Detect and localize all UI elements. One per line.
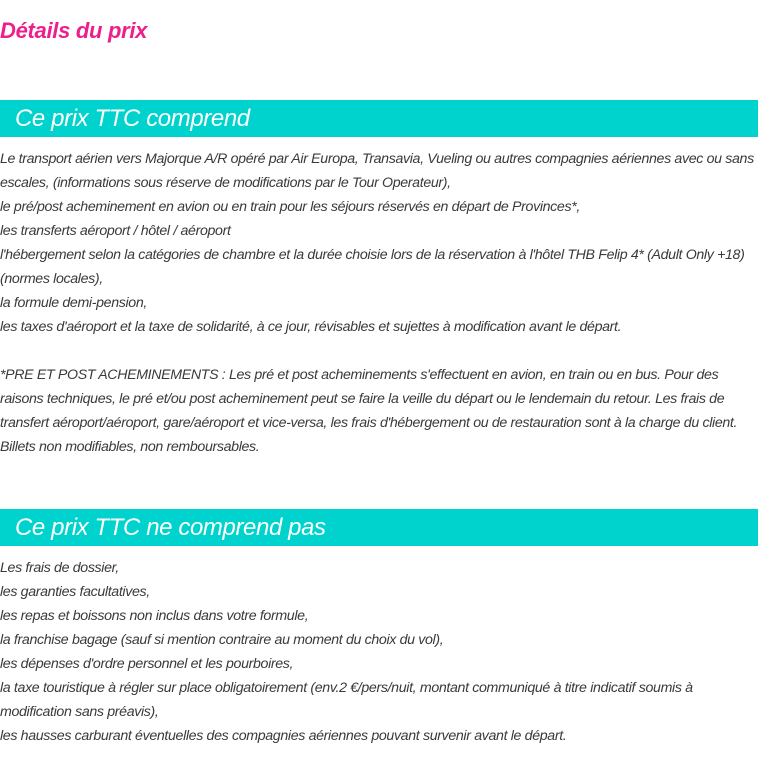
acheminement-note: *PRE ET POST ACHEMINEMENTS : Les pré et post acheminements s'effectuent en avion, en train ou en bus. Pour des raisons techniques, le pré et/ou post acheminement peut se faire la veille du départ ou le lendemain du retour. Les frais de transfert aéroport/aéroport, gare/aéroport et vice-versa, les frais d'hébergement ou de restauration sont à la charge du client. Billets non modifiables, non remboursables. (0, 367, 738, 455)
list-item: les hausses carburant éventuelles des compagnies aériennes pouvant survenir avant le départ. (0, 728, 567, 744)
page-title: Détails du prix (0, 18, 148, 43)
list-item: l'hébergement selon la catégories de chambre et la durée choisie lors de la réservation à l'hôtel THB Felip 4* (Adult Only +18) (normes locales), (0, 247, 745, 287)
list-item: la taxe touristique à régler sur place obligatoirement (env.2 €/pers/nuit, montant communiqué à titre indicatif soumis à modification sans préavis), (0, 680, 693, 720)
excluded-list (0, 556, 756, 748)
list-item: les dépenses d'ordre personnel et les pourboires, (0, 656, 294, 672)
list-item: les repas et boissons non inclus dans votre formule, (0, 608, 309, 624)
list-item: Les frais de dossier, (0, 560, 119, 576)
included-list (0, 147, 756, 459)
spacer (0, 339, 756, 363)
list-item: les transferts aéroport / hôtel / aéroport (0, 223, 231, 239)
list-item: Le transport aérien vers Majorque A/R opéré par Air Europa, Transavia, Vueling ou autres compagnies aériennes avec ou sans escales, (informations sous réserve de modifications par le Tour Operateur), (0, 151, 754, 191)
list-item: la formule demi-pension, (0, 295, 147, 311)
included-section-header: Ce prix TTC comprend (0, 100, 758, 137)
list-item: le pré/post acheminement en avion ou en train pour les séjours réservés en départ de Provinces*, (0, 199, 580, 215)
list-item: les taxes d'aéroport et la taxe de solidarité, à ce jour, révisables et sujettes à modification avant le départ. (0, 319, 622, 335)
excluded-section-header: Ce prix TTC ne comprend pas (0, 509, 758, 546)
list-item: les garanties facultatives, (0, 584, 150, 600)
list-item: la franchise bagage (sauf si mention contraire au moment du choix du vol), (0, 632, 444, 648)
